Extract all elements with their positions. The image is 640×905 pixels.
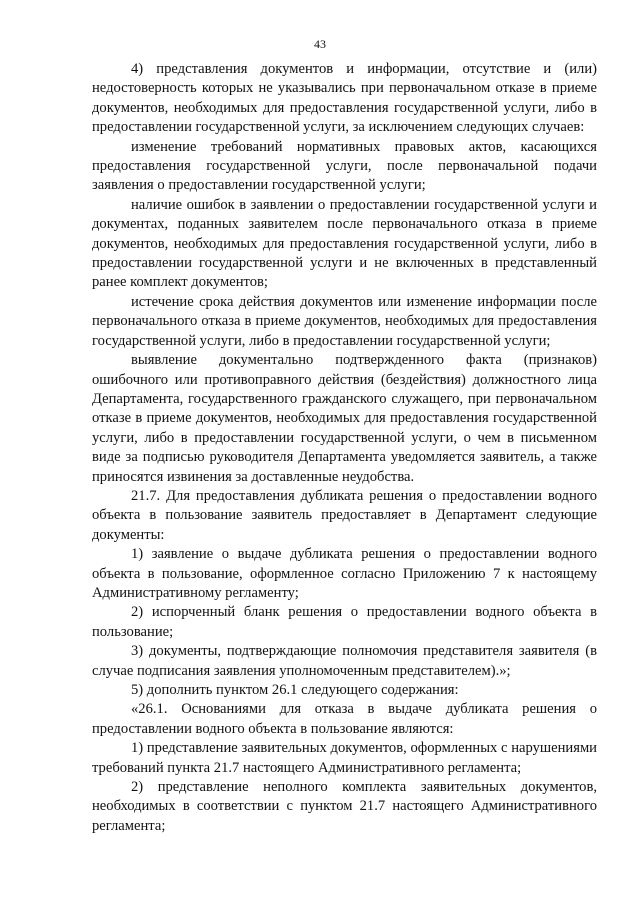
paragraph-26-1: «26.1. Основаниями для отказа в выдаче дубликата решения о предоставлении водного объекта в пользование являются:: [92, 701, 597, 737]
paragraph-21-7-item-2: 2) испорченный бланк решения о предоставлении водного объекта в пользование;: [92, 604, 597, 640]
paragraph-exception-errors: наличие ошибок в заявлении о предоставлении государственной услуги и документах, поданных заявителем после первоначального отказа в приеме документов, необходимых для предоставления государственной услуги, либо в предоставлении государственной услуги и не включенных в представленный ранее комплект документов;: [92, 196, 597, 291]
paragraph-21-7-item-1: 1) заявление о выдаче дубликата решения о предоставлении водного объекта в пользование, оформленное согласно Приложению 7 к настоящему Административному регламенту;: [92, 546, 597, 601]
paragraph-26-1-item-1: 1) представление заявительных документов, оформленных с нарушениями требований пункта 21.7 настоящего Административного регламента;: [92, 740, 597, 776]
paragraph-item-5: 5) дополнить пунктом 26.1 следующего содержания:: [131, 682, 459, 698]
paragraph-21-7: 21.7. Для предоставления дубликата решения о предоставлении водного объекта в пользование заявитель предоставляет в Департамент следующие документы:: [92, 487, 597, 543]
paragraph-exception-regulation-change: изменение требований нормативных правовых актов, касающихся предоставления государственной услуги, после первоначальной подачи заявления о предоставлении государственной услуги;: [92, 138, 597, 194]
paragraph-exception-official-error: выявление документально подтвержденного факта (признаков) ошибочного или противоправного действия (бездействия) должностного лица Департамента, государственного гражданского служащего, при первоначальном отказе в приеме документов, необходимых для предоставления государственной услуги, либо в предоставлении государственной услуги, о чем в письменном виде за подписью руководителя Департамента уведомляется заявитель, а также приносятся извинения за доставленные неудобства.: [92, 352, 597, 485]
paragraph-item-4: 4) представления документов и информации, отсутствие и (или) недостоверность которых не указывались при первоначальном отказе в приеме документов, необходимых для предоставления государственной услуги, либо в предоставлении государственной услуги, за исключением следующих случаев:: [92, 61, 597, 136]
paragraph-21-7-item-3: 3) документы, подтверждающие полномочия представителя заявителя (в случае подписания заявления уполномоченным представителем).»;: [92, 643, 597, 679]
paragraph-26-1-item-2: 2) представление неполного комплекта заявительных документов, необходимых в соответствии с пунктом 21.7 настоящего Административного регламента;: [92, 779, 597, 834]
paragraph-exception-expiry: истечение срока действия документов или изменение информации после первоначального отказа в приеме документов, необходимых для предоставления государственной услуги, либо в предоставлении государственной услуги;: [92, 293, 597, 349]
page-number: 43: [314, 37, 326, 51]
document-body: [92, 60, 597, 836]
